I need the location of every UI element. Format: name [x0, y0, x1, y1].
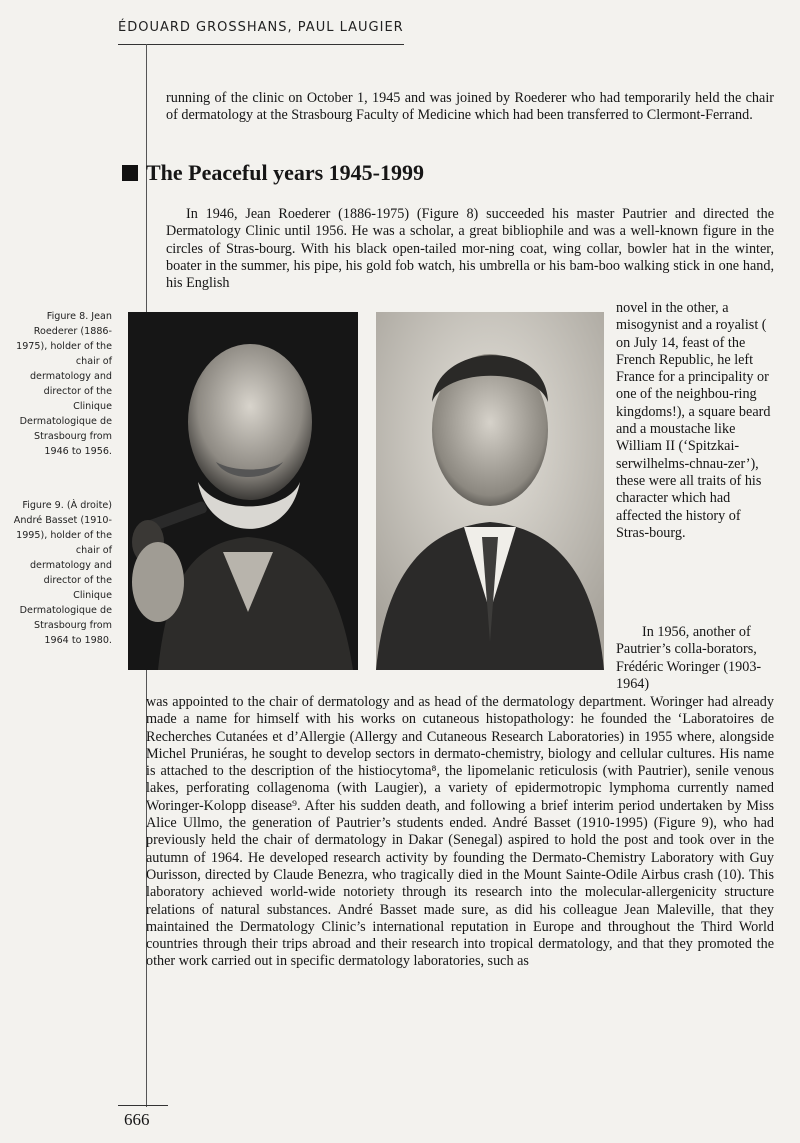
basset-portrait-image: [376, 312, 604, 670]
paragraph-1: running of the clinic on October 1, 1945 and was joined by Roederer who had temporarily held the chair of dermatology at the Strasbourg Faculty of Medicine which had been transferred to Clermont-Ferrand.: [166, 90, 774, 124]
heading-bullet: [122, 165, 138, 181]
figure-8-caption: Figure 8. Jean Roederer (1886-1975), holder of the chair of dermatology and director of the Clinique Dermatologique de Strasbourg from 1946 to 1956.: [16, 311, 112, 457]
paragraph-3-body: was appointed to the chair of dermatology and as head of the dermatology department. Woringer had already made a name for himself with his works on cutaneous histopathology: he founded the ‘Laboratoires de Recherches Cutanées et d’Allergie (Allergy and Cutaneous Research Laboratories) in 1955 where, alongside Michel Pruniéras, he sought to develop sectors in dermato-chemistry, biology and cellular cultures. His name is attached to the description of the histiocytoma⁸, the lipomelanic reticulosis (with Pautrier), senile venous lakes, perforating collagenoma (with Laugier), a variety of epidermotropic lymphoma currently named Woringer-Kolopp disease⁹. After his sudden death, and following a brief interim period undertaken by Miss Alice Ullmo, the generation of Pautrier’s students ended. André Basset (1910-1995) (Figure 9), who had previously held the chair of dermatology in Dakar (Senegal) aspired to hold the post and took over in the autumn of 1964. He developed research activity by founding the Dermato-Chemistry Laboratory with Guy Ourisson, directed by Claude Benezra, who tragically died in the Mount Sainte-Odile Airbus crash (10). This laboratory achieved world-wide notoriety through its research into the molecular-allergenicity structure relations of natural substances. André Basset made sure, as did his colleague Jean Maleville, that they maintained the Dermatology Clinic’s international reputation in Europe and throughout the Third World countries through their trips abroad and their research into tropical dermatology, and that they promoted the other work carried out in specific dermatology laboratories, such as: [146, 694, 774, 970]
page-number: 666: [124, 1110, 150, 1129]
figure-8-photo: [128, 312, 358, 670]
section-heading-text: The Peaceful years 1945-1999: [146, 160, 424, 185]
running-header: ÉDOUARD GROSSHANS, PAUL LAUGIER: [118, 20, 404, 35]
figure-9-caption: Figure 9. (À droite) André Basset (1910-1995), holder of the chair of dermatology and director of the Clinique Dermatologique de Strasbourg from 1964 to 1980.: [13, 500, 112, 646]
footer-rule: [118, 1105, 168, 1106]
paragraph-2: In 1946, Jean Roederer (1886-1975) (Figure 8) succeeded his master Pautrier and directed the Dermatology Clinic until 1956. He was a scholar, a great bibliophile and was a well-known figure in the circles of Stras-bourg. With his black open-tailed mor-ning coat, wing collar, bowler hat in the winter, boater in the summer, his pipe, his gold fob watch, his umbrella or his bam-boo walking stick in one hand, his English: [166, 206, 774, 292]
figure-9-photo: [376, 312, 604, 670]
paragraph-3-intro: In 1956, another of Pautrier’s colla-borators, Frédéric Woringer (1903-1964): [616, 624, 762, 692]
paragraph-2-wrap: novel in the other, a misogynist and a royalist ( on July 14, feast of the French Republic, he left France for a principality or one of the neighbou-ring kingdoms!), a square beard and a moustache like William II (‘Spitzkai-serwilhelms-chnau-zer’), these were all traits of his character which had affected the history of Stras-bourg.: [616, 300, 771, 541]
section-heading: [122, 160, 424, 186]
header-rule: [118, 44, 404, 45]
roederer-portrait-image: [128, 312, 358, 670]
